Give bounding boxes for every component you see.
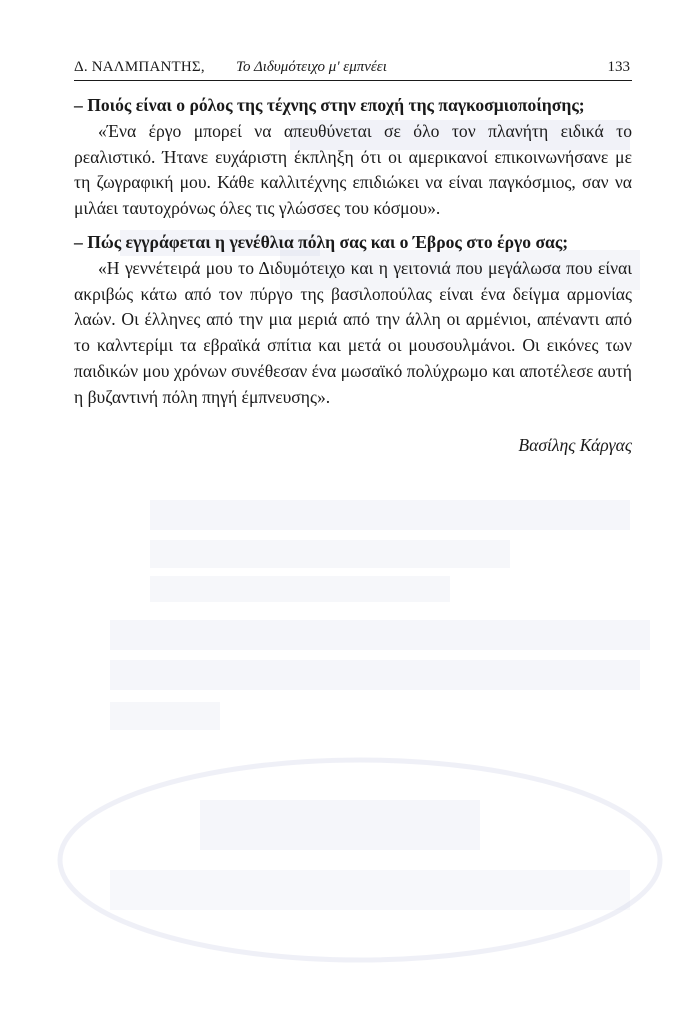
page-number: 133 (607, 59, 630, 75)
interview-answer: «Η γεννέτειρά μου το Διδυμότειχο και η γειτονιά που μεγάλωσα που είναι ακριβώς κάτω από τον πύργο της βασιλοπούλας είναι ένα δείγμα αρμονίας λαών. Οι έλληνες από την μια μεριά από την άλλη οι αρμένιοι, απέναντι από το καλντερίμι τα εβραϊκά σπίτια και μετά οι μουσουλμάνοι. Οι εικόνες των παιδικών μου χρόνων συνέθεσαν ένα μωσαϊκό πολύχρωμο και αποτέλεσε αυτή η βυζαντινή πόλη πηγή έμπνευσης». (74, 257, 632, 407)
page-body (74, 93, 632, 458)
interview-answer: «Ένα έργο μπορεί να απευθύνεται σε όλο τον πλανήτη ειδικά το ρεαλιστικό. Ήτανε ευχάριστη έκπληξη ότι οι αμερικανοί επικοινωνήσανε με τη ζωγραφική μου. Κάθε καλλιτέχνης επιδιώκει να είναι παγκόσμιος, σαν να μιλάει ταυτοχρόνως όλες τις γλώσσες του κόσμου». (74, 120, 632, 219)
interview-question: – Πώς εγγράφεται η γενέθλια πόλη σας και ο Έβρος στο έργο σας; (74, 231, 569, 252)
running-header (74, 56, 632, 81)
header-author: Δ. ΝΑΛΜΠΑΝΤΗΣ, (74, 59, 205, 75)
header-book-title: Το Διδυμότειχο μ' εμπνέει (236, 59, 387, 75)
interview-question: – Ποιός είναι ο ρόλος της τέχνης στην εποχή της παγκοσμιοποίησης; (74, 95, 585, 115)
signature: Βασίλης Κάργας (518, 434, 632, 455)
